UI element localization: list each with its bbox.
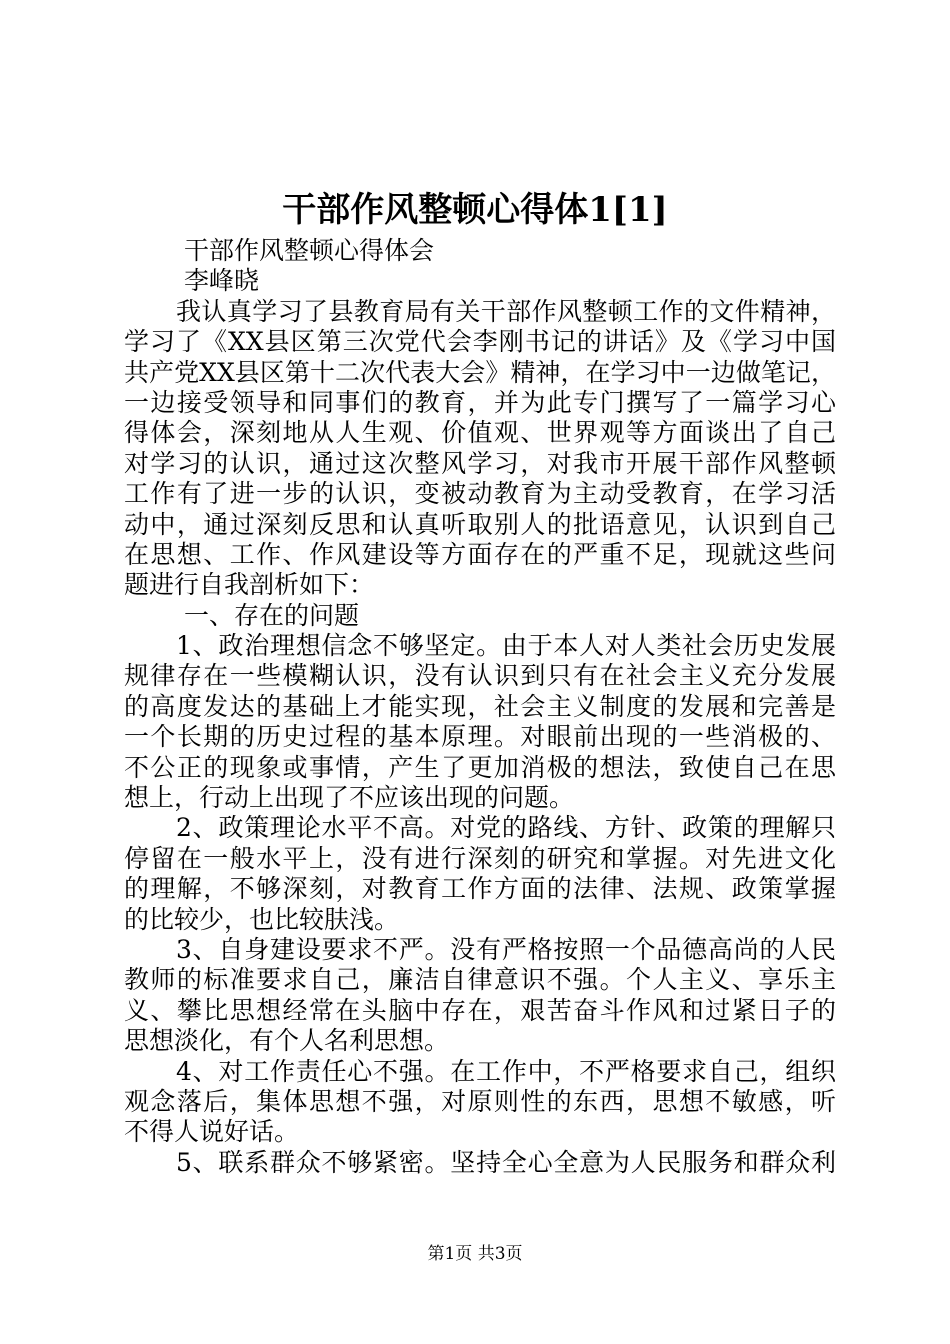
paragraph-line: 教师的标准要求自己，廉洁自律意识不强。个人主义、享乐主 [124, 965, 836, 995]
paragraph-line: 一个长期的历史过程的基本原理。对眼前出现的一些消极的、 [124, 722, 836, 752]
paragraph-line: 想上，行动上出现了不应该出现的问题。 [124, 783, 575, 813]
paragraph-line: 5、联系群众不够紧密。坚持全心全意为人民服务和群众利 [176, 1147, 836, 1177]
paragraph-line: 的理解，不够深刻，对教育工作方面的法律、法规、政策掌握 [124, 874, 836, 904]
document-title: 干部作风整顿心得体1[1] [282, 190, 668, 230]
paragraph-line: 4、对工作责任心不强。在工作中，不严格要求自己，组织 [176, 1056, 836, 1086]
document-body [124, 236, 836, 1178]
paragraph-line: 停留在一般水平上，没有进行深刻的研究和掌握。对先进文化 [124, 843, 836, 873]
paragraph-line: 义、攀比思想经常在头脑中存在，艰苦奋斗作风和过紧日子的 [124, 995, 836, 1025]
paragraph-line: 规律存在一些模糊认识，没有认识到只有在社会主义充分发展 [124, 661, 836, 691]
section-heading: 一、存在的问题 [184, 600, 360, 630]
paragraph-line: 3、自身建设要求不严。没有严格按照一个品德高尚的人民 [176, 934, 836, 964]
page-footer: 第1页 共3页 [427, 1244, 523, 1264]
paragraph-line: 题进行自我剖析如下： [124, 570, 375, 600]
document-author: 李峰晓 [184, 266, 260, 296]
paragraph-line: 的比较少，也比较肤浅。 [124, 904, 400, 934]
paragraph-line: 一边接受领导和同事们的教育，并为此专门撰写了一篇学习心 [124, 387, 836, 417]
paragraph-line: 2、政策理论水平不高。对党的路线、方针、政策的理解只 [176, 813, 836, 843]
paragraph-line: 不得人说好话。 [124, 1117, 300, 1147]
paragraph-line: 不公正的现象或事情，产生了更加消极的想法，致使自己在思 [124, 752, 836, 782]
paragraph-line: 动中，通过深刻反思和认真听取别人的批语意见，认识到自己 [124, 509, 836, 539]
paragraph-line: 的高度发达的基础上才能实现，社会主义制度的发展和完善是 [124, 691, 836, 721]
document-subtitle: 干部作风整顿心得体会 [184, 236, 435, 265]
paragraph-line: 观念落后，集体思想不强，对原则性的东西，思想不敏感，听 [124, 1086, 836, 1116]
paragraph-line: 工作有了进一步的认识，变被动教育为主动受教育，在学习活 [124, 479, 836, 509]
paragraph-line: 思想淡化，有个人名利思想。 [124, 1026, 450, 1056]
paragraph-line: 1、政治理想信念不够坚定。由于本人对人类社会历史发展 [176, 631, 836, 661]
paragraph-line: 共产党XX县区第十二次代表大会》精神，在学习中一边做笔记， [124, 357, 836, 387]
paragraph-line: 学习了《XX县区第三次党代会李刚书记的讲话》及《学习中国 [124, 327, 836, 357]
paragraph-line: 对学习的认识，通过这次整风学习，对我市开展干部作风整顿 [124, 448, 836, 478]
paragraph-line: 得体会，深刻地从人生观、价值观、世界观等方面谈出了自己 [124, 418, 836, 448]
paragraph-line: 在思想、工作、作风建设等方面存在的严重不足，现就这些问 [124, 539, 836, 569]
paragraph-line: 我认真学习了县教育局有关干部作风整顿工作的文件精神， [176, 296, 836, 326]
